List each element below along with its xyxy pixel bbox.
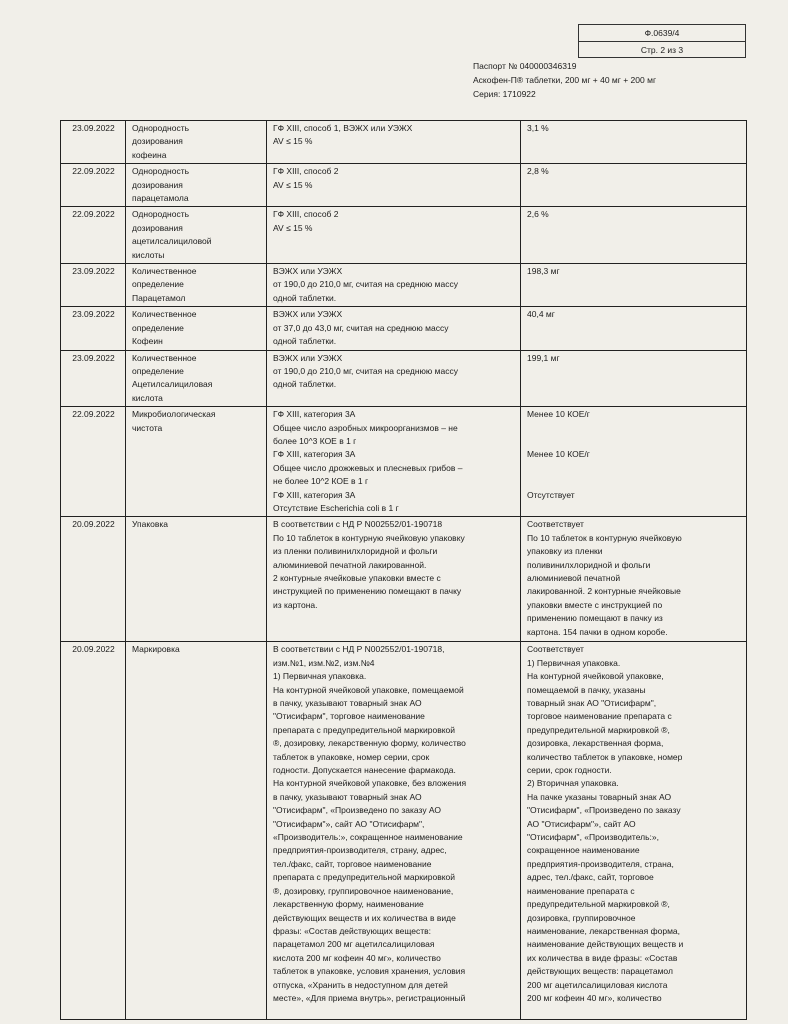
table-row xyxy=(61,642,747,1020)
test-date: 22.09.2022 xyxy=(61,407,126,517)
test-requirement: ВЭЖХ или УЭЖХ от 190,0 до 210,0 мг, считая на среднюю массу одной таблетки. xyxy=(267,264,521,307)
test-name: Количественное определение Парацетамол xyxy=(126,264,267,307)
test-date: 22.09.2022 xyxy=(61,164,126,207)
form-code: Ф.0639/4 xyxy=(579,25,745,42)
test-requirement: ГФ XIII, способ 2 AV ≤ 15 % xyxy=(267,207,521,264)
test-date: 20.09.2022 xyxy=(61,517,126,642)
table-row xyxy=(61,207,747,264)
test-name: Упаковка xyxy=(126,517,267,642)
test-name: Однородность дозирования кофеина xyxy=(126,121,267,164)
table-row xyxy=(61,350,747,407)
table-row xyxy=(61,517,747,642)
test-result: 40,4 мг xyxy=(521,307,747,350)
test-result: Менее 10 КОЕ/г Менее 10 КОЕ/г Отсутствует xyxy=(521,407,747,517)
passport-info xyxy=(473,59,656,101)
test-requirement: ВЭЖХ или УЭЖХ от 37,0 до 43,0 мг, считая на среднюю массу одной таблетки. xyxy=(267,307,521,350)
test-date: 23.09.2022 xyxy=(61,121,126,164)
test-name: Маркировка xyxy=(126,642,267,1020)
test-date: 20.09.2022 xyxy=(61,642,126,1020)
form-code-box xyxy=(578,24,746,58)
test-date: 22.09.2022 xyxy=(61,207,126,264)
table-row xyxy=(61,264,747,307)
table-row xyxy=(61,121,747,164)
test-result: 2,8 % xyxy=(521,164,747,207)
test-result: 3,1 % xyxy=(521,121,747,164)
test-results-table xyxy=(60,120,747,1020)
test-name: Однородность дозирования парацетамола xyxy=(126,164,267,207)
test-name: Микробиологическая чистота xyxy=(126,407,267,517)
table-row xyxy=(61,407,747,517)
test-requirement: В соответствии с НД Р N002552/01-190718, изм.№1, изм.№2, изм.№4 1) Первичная упаковка. На контурной ячейковой упаковке, помещаемой в пачку, указывают товарный знак АО "Отисифарм", торговое наименование препарата с предупредительной маркировкой ®, дозировку, лекарственную форму, количество таблеток в упаковке, номер серии, срок годности. Допускается нанесение фармакода. На контурной ячейковой упаковке, без вложения в пачку, указывают товарный знак АО "Отисифарм", «Произведено по заказу АО "Отисифарм"», сайт АО "Отисифарм", «Производитель:», сокращенное наименование предприятия-производителя, страну, адрес, тел./факс, сайт, торговое наименование препарата с предупредительной маркировкой ®, дозировку, группировочное наименование, лекарственную форму, наименование действующих веществ и их количества в виде фразы: «Состав действующих веществ: парацетамол 200 мг ацетилсалициловая кислота 200 мг кофеин 40 мг», количество таблеток в упаковке, условия хранения, условия отпуска, «Хранить в недоступном для детей месте», «Для приема внутрь», регистрационный xyxy=(267,642,521,1020)
test-requirement: ГФ XIII, способ 2 AV ≤ 15 % xyxy=(267,164,521,207)
test-result: Соответствует 1) Первичная упаковка. На контурной ячейковой упаковке, помещаемой в пачку, указаны товарный знак АО "Отисифарм", торговое наименование препарата с предупредительной маркировкой ®, дозировка, лекарственная форма, количество таблеток в упаковке, номер серии, срок годности. 2) Вторичная упаковка. На пачке указаны товарный знак АО "Отисифарм", «Произведено по заказу АО "Отисифарм"», сайт АО "Отисифарм", «Производитель:», сокращенное наименование предприятия-производителя, страна, адрес, тел./факс, сайт, торговое наименование препарата с предупредительной маркировкой ®, дозировка, группировочное наименование, лекарственная форма, наименование действующих веществ и их количества в виде фразы: «Состав действующих веществ: парацетамол 200 мг ацетилсалициловая кислота 200 мг кофеин 40 мг», количество xyxy=(521,642,747,1020)
test-result: 198,3 мг xyxy=(521,264,747,307)
test-name: Однородность дозирования ацетилсалициловой кислоты xyxy=(126,207,267,264)
test-result: 199,1 мг xyxy=(521,350,747,407)
test-result: 2,6 % xyxy=(521,207,747,264)
test-date: 23.09.2022 xyxy=(61,264,126,307)
test-result: Соответствует По 10 таблеток в контурную ячейковую упаковку из пленки поливинилхлоридной и фольги алюминиевой печатной лакированной. 2 контурные ячейковые упаковки вместе с инструкцией по применению помещают в пачку из картона. 154 пачки в одном коробе. xyxy=(521,517,747,642)
table-row xyxy=(61,307,747,350)
test-name: Количественное определение Кофеин xyxy=(126,307,267,350)
test-date: 23.09.2022 xyxy=(61,350,126,407)
test-requirement: В соответствии с НД Р N002552/01-190718 По 10 таблеток в контурную ячейковую упаковку из пленки поливинилхлоридной и фольги алюминиевой печатной лакированной. 2 контурные ячейковые упаковки вместе с инструкцией по применению помещают в пачку из картона. xyxy=(267,517,521,642)
table-row xyxy=(61,164,747,207)
test-requirement: ВЭЖХ или УЭЖХ от 190,0 до 210,0 мг, считая на среднюю массу одной таблетки. xyxy=(267,350,521,407)
test-date: 23.09.2022 xyxy=(61,307,126,350)
test-requirement: ГФ XIII, категория 3А Общее число аэробных микроорганизмов – не более 10^3 КОЕ в 1 г ГФ XIII, категория 3А Общее число дрожжевых и плесневых грибов – не более 10^2 КОЕ в 1 г ГФ XIII, категория 3А Отсутствие Escherichia coli в 1 г xyxy=(267,407,521,517)
passport-number: Паспорт № 040000346319 xyxy=(473,61,577,71)
product-name: Аскофен-П® таблетки, 200 мг + 40 мг + 200 мг xyxy=(473,75,657,85)
page-number: Стр. 2 из 3 xyxy=(640,45,684,55)
series-number: Серия: 1710922 xyxy=(473,89,536,99)
test-requirement: ГФ XIII, способ 1, ВЭЖХ или УЭЖХ AV ≤ 15 % xyxy=(267,121,521,164)
test-name: Количественное определение Ацетилсалициловая кислота xyxy=(126,350,267,407)
